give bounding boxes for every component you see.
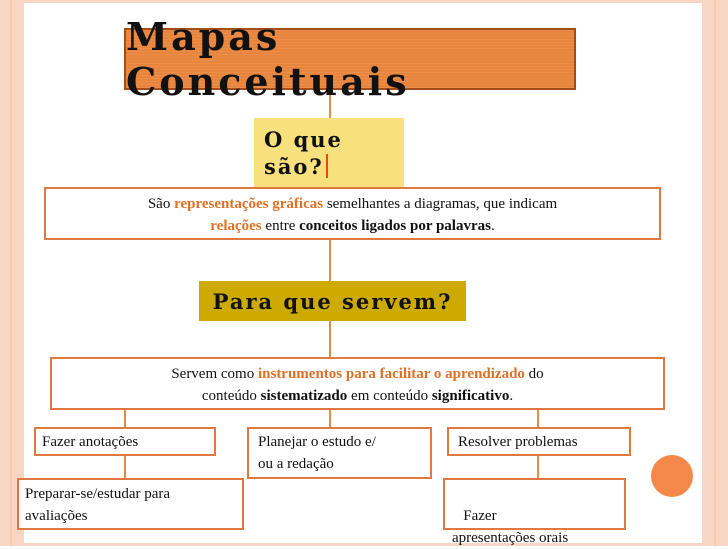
- use-notes-text: Fazer anotações: [42, 434, 139, 450]
- connector-notes-prepare: [124, 455, 126, 479]
- connector-purpose-plan: [329, 408, 331, 428]
- purpose-text: .: [509, 388, 514, 404]
- definition-text: .: [490, 218, 495, 234]
- connector-definition-question2: [329, 238, 331, 282]
- purpose-text: conteúdo: [201, 388, 261, 404]
- use-prepare-text: Preparar-se/estudar para: [25, 486, 171, 502]
- decorative-circle: [651, 455, 693, 497]
- purpose-text: em conteúdo: [347, 388, 432, 404]
- use-notes-box: [34, 427, 216, 456]
- use-present-box: [443, 478, 626, 546]
- connector-purpose-notes: [124, 408, 126, 428]
- connector-purpose-problems: [537, 408, 539, 428]
- use-plan-text: ou a redação: [258, 456, 334, 472]
- definition-highlight-relations: relações: [210, 218, 262, 234]
- definition-bold-concepts: conceitos ligados por palavras: [299, 218, 491, 234]
- use-problems-box: [447, 427, 631, 456]
- purpose-box: [50, 357, 665, 410]
- frame-right-inner-line: [714, 0, 716, 546]
- use-plan-box: [247, 427, 432, 479]
- connector-problems-present: [537, 455, 539, 479]
- frame-top-border: [0, 0, 728, 3]
- purpose-bold-systematized: sistematizado: [260, 388, 348, 404]
- frame-left-border: [0, 0, 24, 546]
- title-box: [124, 14, 576, 104]
- definition-text: semelhantes a diagramas, que indicam: [323, 196, 558, 212]
- purpose-text: Servem como: [171, 366, 258, 382]
- question-what-are-box: [254, 118, 404, 192]
- frame-left-inner-line: [10, 0, 12, 546]
- question-what-are-text: O que são?: [264, 127, 343, 179]
- question-what-for-text: Para que servem?: [212, 288, 453, 314]
- purpose-bold-significant: significativo: [431, 388, 510, 404]
- use-present-text: Fazer: [459, 508, 497, 524]
- use-problems-text: Resolver problemas: [458, 434, 578, 450]
- purpose-highlight-instruments: instrumentos para facilitar o aprendizado: [257, 366, 525, 382]
- definition-highlight-graphics: representações gráficas: [174, 196, 324, 212]
- use-plan-text: Planejar o estudo e/: [258, 434, 376, 450]
- definition-text: entre: [261, 218, 300, 234]
- definition-box: [44, 187, 661, 240]
- use-prepare-box: [17, 478, 244, 530]
- page-title: Mapas Conceituais: [126, 14, 410, 104]
- question-what-for-box: [199, 281, 466, 321]
- connector-question2-purpose: [329, 320, 331, 358]
- text-cursor: [326, 154, 328, 178]
- use-present-text: apresentações orais: [452, 530, 569, 546]
- definition-text: São: [147, 196, 175, 212]
- use-prepare-text: avaliações: [25, 508, 88, 524]
- purpose-text: do: [524, 366, 544, 382]
